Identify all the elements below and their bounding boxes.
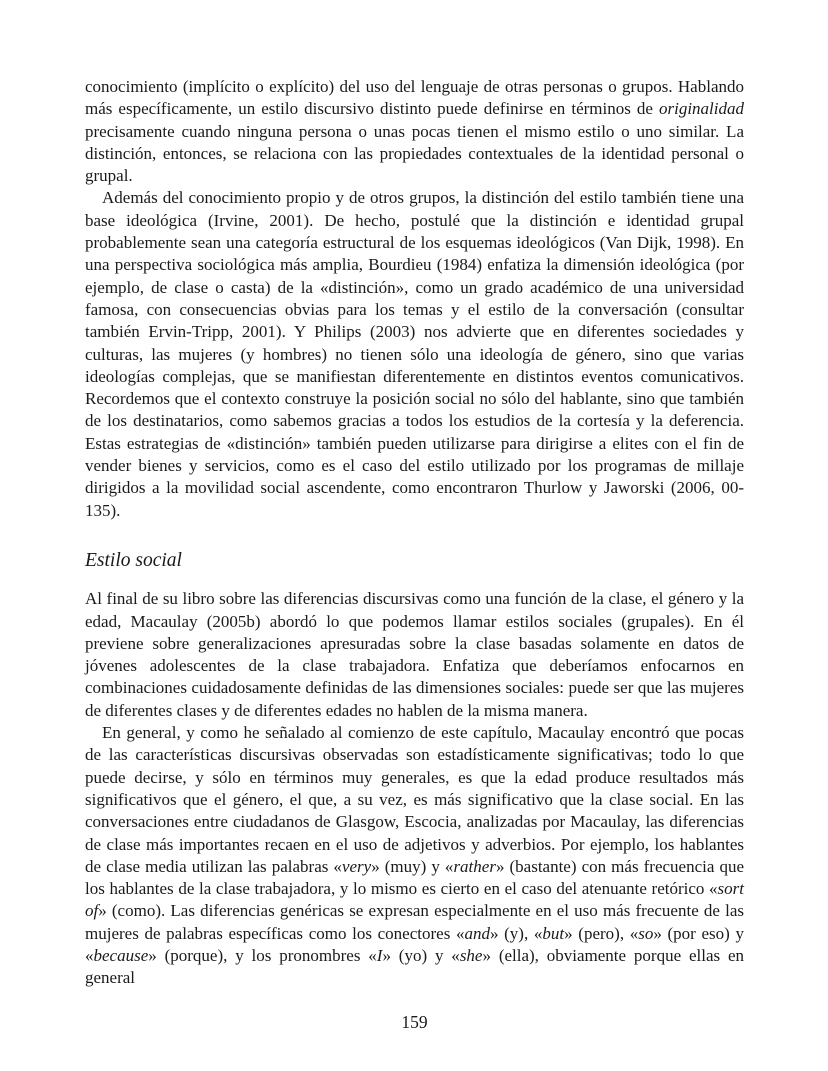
paragraph (85, 588, 744, 722)
body-text: conocimiento (implícito o explícito) del uso del lenguaje de otras personas o grupos. Hablando más específicamente, un estilo discursivo distinto puede definirse en términos de (85, 77, 744, 119)
page-content (85, 76, 744, 990)
italic-text: she (459, 945, 483, 965)
body-text: » (por eso) y « (85, 923, 744, 965)
page-number: 159 (401, 1011, 428, 1032)
body-text: » (yo) y « (382, 945, 460, 965)
italic-text: rather (453, 856, 496, 876)
body-text: Estilo social (85, 549, 182, 571)
body-text: » (porque), y los pronombres « (148, 945, 377, 965)
italic-text: originalidad (658, 99, 744, 119)
body-text: Además del conocimiento propio y de otros grupos, la distinción del estilo también tiene una base ideológica (Irvine, 2001). De hecho, postulé que la distinción e identidad grupal probablemente sean una categoría estructural de los esquemas ideológicos (Van Dijk, 1998). En una perspectiva sociológica más amplia, Bourdieu (1984) enfatiza la dimensión ideológica (por ejemplo, de clase o casta) de la «distinción», como un grado académico de una universidad famosa, con consecuencias obvias para los temas y el estilo de la conversación (consultar también Ervin-Tripp, 2001). Y Philips (2003) nos advierte que en diferentes sociedades y culturas, las mujeres (y hombres) no tienen sólo una ideología de género, sino que varias ideologías complejas, que se manifiestan diferentemente en distintos eventos comunicativos. Recordemos que el contexto construye la posición social no sólo del hablante, sino que también de los destinatarios, como sabemos gracias a todos los estudios de la cortesía y la deferencia. Estas estrategias de «distinción» también pueden utilizarse para dirigirse a elites con el fin de vender bienes y servicios, como es el caso del estilo utilizado por los programas de millaje dirigidos a la movilidad social ascendente, como encontraron Thurlow y Jaworski (2006, 00-135). (85, 188, 744, 520)
body-text: » (bastante) con más frecuencia que los hablantes de la clase trabajadora, y lo mismo es cierto en el caso del atenuante retórico « (85, 856, 745, 899)
body-text: » (y), « (489, 923, 543, 943)
italic-text: sort of (85, 879, 744, 921)
italic-text: very (341, 856, 372, 876)
italic-text: but (542, 923, 565, 943)
body-text: » (muy) y « (371, 856, 454, 876)
italic-text: because (93, 945, 149, 965)
italic-text: and (464, 923, 490, 943)
body-text: » (pero), « (564, 923, 639, 943)
body-text: precisamente cuando ninguna persona o unas pocas tienen el mismo estilo o uno similar. La distinción, entonces, se relaciona con las propiedades contextuales de la identidad personal o grupal. (85, 121, 744, 186)
body-text: » (ella), obviamente porque ellas en general (85, 945, 744, 988)
paragraph (85, 76, 744, 187)
paragraph (85, 187, 744, 521)
italic-text: so (638, 923, 654, 943)
italic-text: I (376, 945, 383, 965)
section-heading (85, 550, 744, 572)
body-text: En general, y como he señalado al comienzo de este capítulo, Macaulay encontró que pocas de las características discursivas observadas son estadísticamente significativas; todo lo que puede decirse, y sólo en términos muy generales, es que la edad produce resultados más significativos que el género, el que, a su vez, es más significativo que la clase social. En las conversaciones entre ciudadanos de Glasgow, Escocia, analizadas por Macaulay, las diferencias de clase más importantes recaen en el uso de adjetivos y adverbios. Por ejemplo, los hablantes de clase media utilizan las palabras « (85, 723, 744, 876)
paragraph (85, 722, 744, 990)
body-text: » (como). Las diferencias genéricas se expresan especialmente en el uso más frecuente de las mujeres de palabras específicas como los conectores « (85, 901, 744, 943)
body-text: Al final de su libro sobre las diferencias discursivas como una función de la clase, el género y la edad, Macaulay (2005b) abordó lo que podemos llamar estilos sociales (grupales). En él previene sobre generalizaciones apresuradas sobre la clase basadas solamente en datos de jóvenes adolescentes de la clase trabajadora. Enfatiza que deberíamos enfocarnos en combinaciones cuidadosamente definidas de las dimensiones sociales: puede ser que las mujeres de diferentes clases y de diferentes edades no hablen de la misma manera. (85, 589, 744, 720)
